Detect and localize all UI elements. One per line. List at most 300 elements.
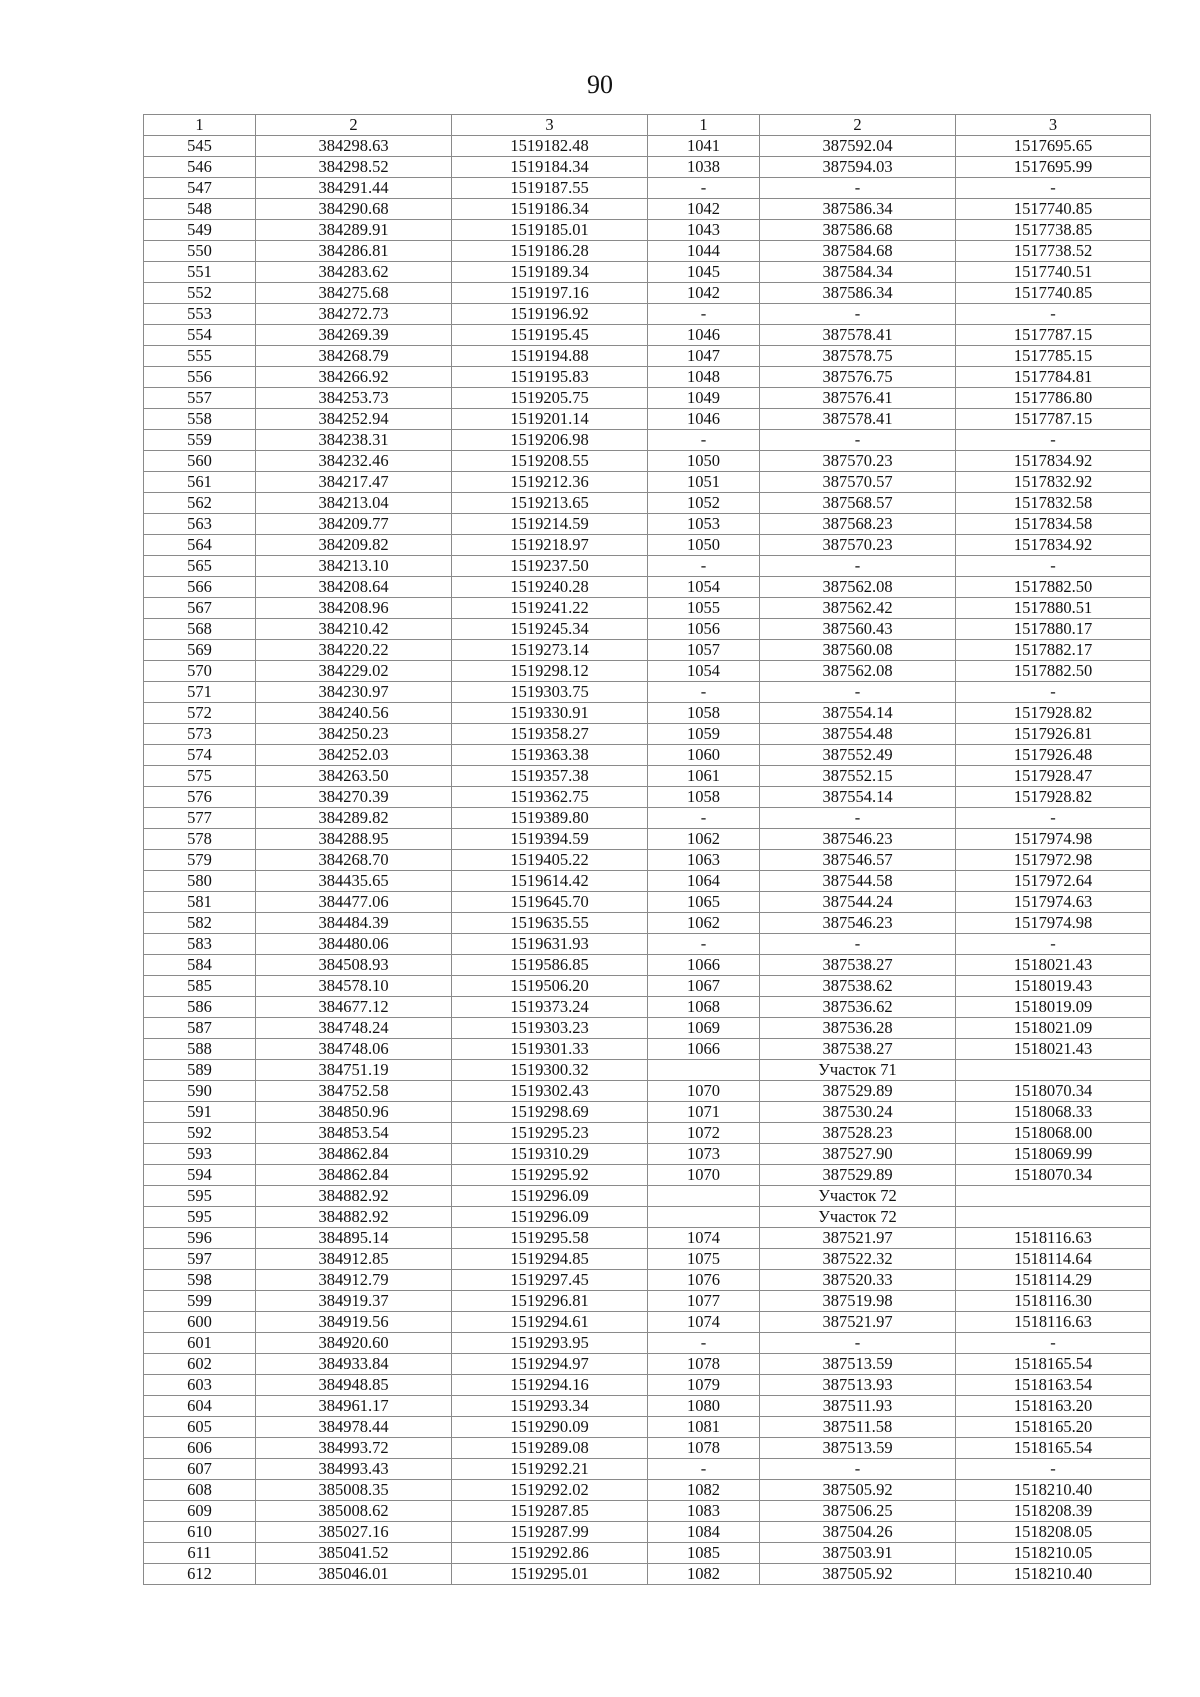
- y-coordinate-cell-right: 1518116.63: [956, 1228, 1151, 1249]
- y-coordinate-cell-right: -: [956, 1459, 1151, 1480]
- table-row: [144, 220, 1151, 241]
- point-number-cell: 551: [144, 262, 256, 283]
- point-number-cell: 611: [144, 1543, 256, 1564]
- y-coordinate-cell: 1519296.09: [452, 1207, 648, 1228]
- table-row: [144, 535, 1151, 556]
- y-coordinate-cell: 1519185.01: [452, 220, 648, 241]
- point-number-cell-right: -: [648, 304, 760, 325]
- point-number-cell-right: 1066: [648, 955, 760, 976]
- x-coordinate-cell: 384508.93: [256, 955, 452, 976]
- y-coordinate-cell-right: 1518021.09: [956, 1018, 1151, 1039]
- y-coordinate-cell: 1519362.75: [452, 787, 648, 808]
- y-coordinate-cell-right: 1517695.99: [956, 157, 1151, 178]
- x-coordinate-cell: 384266.92: [256, 367, 452, 388]
- x-coordinate-cell-right: -: [760, 556, 956, 577]
- x-coordinate-cell: 384919.56: [256, 1312, 452, 1333]
- y-coordinate-cell: 1519294.97: [452, 1354, 648, 1375]
- point-number-cell-right: 1059: [648, 724, 760, 745]
- x-coordinate-cell-right: 387513.93: [760, 1375, 956, 1396]
- x-coordinate-cell: 384217.47: [256, 472, 452, 493]
- x-coordinate-cell-right: 387521.97: [760, 1228, 956, 1249]
- table-row: [144, 1501, 1151, 1522]
- x-coordinate-cell: 384291.44: [256, 178, 452, 199]
- table-row: [144, 1018, 1151, 1039]
- x-coordinate-cell-right: 387503.91: [760, 1543, 956, 1564]
- point-number-cell-right: 1070: [648, 1081, 760, 1102]
- x-coordinate-cell-right: 387592.04: [760, 136, 956, 157]
- x-coordinate-cell-right: 387528.23: [760, 1123, 956, 1144]
- point-number-cell: 576: [144, 787, 256, 808]
- point-number-cell: 572: [144, 703, 256, 724]
- x-coordinate-cell: 384238.31: [256, 430, 452, 451]
- table-row: [144, 829, 1151, 850]
- y-coordinate-cell: 1519186.28: [452, 241, 648, 262]
- y-coordinate-cell-right: 1518210.40: [956, 1564, 1151, 1585]
- x-coordinate-cell-right: 387513.59: [760, 1354, 956, 1375]
- x-coordinate-cell: 384993.72: [256, 1438, 452, 1459]
- table-row: [144, 325, 1151, 346]
- point-number-cell: 569: [144, 640, 256, 661]
- x-coordinate-cell-right: 387513.59: [760, 1438, 956, 1459]
- x-coordinate-cell-right: 387538.27: [760, 955, 956, 976]
- x-coordinate-cell-right: 387527.90: [760, 1144, 956, 1165]
- y-coordinate-cell: 1519218.97: [452, 535, 648, 556]
- y-coordinate-cell-right: 1518114.64: [956, 1249, 1151, 1270]
- x-coordinate-cell-right: 387560.08: [760, 640, 956, 661]
- point-number-cell-right: 1069: [648, 1018, 760, 1039]
- x-coordinate-cell-right: 387520.33: [760, 1270, 956, 1291]
- x-coordinate-cell-right: 387529.89: [760, 1081, 956, 1102]
- x-coordinate-cell: 384240.56: [256, 703, 452, 724]
- y-coordinate-cell: 1519240.28: [452, 577, 648, 598]
- table-row: [144, 388, 1151, 409]
- y-coordinate-cell: 1519201.14: [452, 409, 648, 430]
- table-row: [144, 619, 1151, 640]
- point-number-cell: 589: [144, 1060, 256, 1081]
- y-coordinate-cell: 1519363.38: [452, 745, 648, 766]
- point-number-cell: 565: [144, 556, 256, 577]
- y-coordinate-cell: 1519206.98: [452, 430, 648, 451]
- x-coordinate-cell: 384862.84: [256, 1144, 452, 1165]
- point-number-cell: 593: [144, 1144, 256, 1165]
- section-label-cell: Участок 72: [760, 1186, 956, 1207]
- x-coordinate-cell-right: 387552.15: [760, 766, 956, 787]
- point-number-cell-right: 1060: [648, 745, 760, 766]
- x-coordinate-cell: 384850.96: [256, 1102, 452, 1123]
- y-coordinate-cell-right: 1517695.65: [956, 136, 1151, 157]
- x-coordinate-cell: 384252.03: [256, 745, 452, 766]
- table-row: [144, 766, 1151, 787]
- y-coordinate-cell-right: 1517787.15: [956, 409, 1151, 430]
- y-coordinate-cell-right: 1517740.85: [956, 199, 1151, 220]
- table-row: [144, 1102, 1151, 1123]
- x-coordinate-cell: 384748.24: [256, 1018, 452, 1039]
- table-row: [144, 1459, 1151, 1480]
- y-coordinate-cell: 1519614.42: [452, 871, 648, 892]
- table-row: [144, 451, 1151, 472]
- y-coordinate-cell-right: 1517882.50: [956, 661, 1151, 682]
- point-number-cell: 592: [144, 1123, 256, 1144]
- y-coordinate-cell-right: 1517926.81: [956, 724, 1151, 745]
- x-coordinate-cell-right: -: [760, 304, 956, 325]
- point-number-cell: 580: [144, 871, 256, 892]
- x-coordinate-cell: 385027.16: [256, 1522, 452, 1543]
- y-coordinate-cell: 1519302.43: [452, 1081, 648, 1102]
- x-coordinate-cell-right: 387522.32: [760, 1249, 956, 1270]
- point-number-cell: 561: [144, 472, 256, 493]
- point-number-cell: 557: [144, 388, 256, 409]
- point-number-cell: 564: [144, 535, 256, 556]
- point-number-cell-right: 1038: [648, 157, 760, 178]
- y-coordinate-cell: 1519205.75: [452, 388, 648, 409]
- y-coordinate-cell-right: 1518070.34: [956, 1081, 1151, 1102]
- point-number-cell: 555: [144, 346, 256, 367]
- table-row: [144, 808, 1151, 829]
- y-coordinate-cell-right: 1517974.98: [956, 913, 1151, 934]
- x-coordinate-cell: 384978.44: [256, 1417, 452, 1438]
- x-coordinate-cell-right: 387568.23: [760, 514, 956, 535]
- point-number-cell-right: 1048: [648, 367, 760, 388]
- x-coordinate-cell: 384286.81: [256, 241, 452, 262]
- y-coordinate-cell: 1519214.59: [452, 514, 648, 535]
- table-row: [144, 661, 1151, 682]
- x-coordinate-cell: 384948.85: [256, 1375, 452, 1396]
- y-coordinate-cell: 1519293.34: [452, 1396, 648, 1417]
- y-coordinate-cell-right: 1518070.34: [956, 1165, 1151, 1186]
- point-number-cell: 585: [144, 976, 256, 997]
- point-number-cell-right: 1046: [648, 325, 760, 346]
- x-coordinate-cell: 384993.43: [256, 1459, 452, 1480]
- point-number-cell: 607: [144, 1459, 256, 1480]
- y-coordinate-cell-right: 1517786.80: [956, 388, 1151, 409]
- x-coordinate-cell-right: 387562.42: [760, 598, 956, 619]
- y-coordinate-cell-right: 1517785.15: [956, 346, 1151, 367]
- point-number-cell-right: 1049: [648, 388, 760, 409]
- y-coordinate-cell: 1519195.83: [452, 367, 648, 388]
- point-number-cell-right: 1045: [648, 262, 760, 283]
- point-number-cell-right: 1042: [648, 283, 760, 304]
- point-number-cell: 573: [144, 724, 256, 745]
- point-number-cell-right: 1047: [648, 346, 760, 367]
- x-coordinate-cell-right: 387578.41: [760, 409, 956, 430]
- y-coordinate-cell-right: 1517784.81: [956, 367, 1151, 388]
- y-coordinate-cell-right: 1518210.40: [956, 1480, 1151, 1501]
- point-number-cell: 571: [144, 682, 256, 703]
- x-coordinate-cell-right: -: [760, 430, 956, 451]
- point-number-cell: 547: [144, 178, 256, 199]
- point-number-cell: 575: [144, 766, 256, 787]
- x-coordinate-cell-right: 387554.14: [760, 703, 956, 724]
- table-row: [144, 1396, 1151, 1417]
- y-coordinate-cell: 1519293.95: [452, 1333, 648, 1354]
- table-row: [144, 1081, 1151, 1102]
- table-header-row: [144, 115, 1151, 136]
- y-coordinate-cell-right: 1518208.05: [956, 1522, 1151, 1543]
- point-number-cell-right: 1066: [648, 1039, 760, 1060]
- x-coordinate-cell-right: 387586.34: [760, 283, 956, 304]
- x-coordinate-cell-right: 387586.68: [760, 220, 956, 241]
- x-coordinate-cell: 384209.82: [256, 535, 452, 556]
- point-number-cell-right: -: [648, 1459, 760, 1480]
- point-number-cell-right: -: [648, 934, 760, 955]
- y-coordinate-cell: 1519405.22: [452, 850, 648, 871]
- point-number-cell: 570: [144, 661, 256, 682]
- point-number-cell: 586: [144, 997, 256, 1018]
- point-number-cell-right: 1050: [648, 535, 760, 556]
- y-coordinate-cell: 1519635.55: [452, 913, 648, 934]
- x-coordinate-cell: 385046.01: [256, 1564, 452, 1585]
- y-coordinate-cell-right: 1518116.63: [956, 1312, 1151, 1333]
- x-coordinate-cell-right: 387562.08: [760, 577, 956, 598]
- y-coordinate-cell: 1519273.14: [452, 640, 648, 661]
- coordinates-table: [143, 114, 1151, 1585]
- y-coordinate-cell-right: 1517974.63: [956, 892, 1151, 913]
- x-coordinate-cell-right: 387568.57: [760, 493, 956, 514]
- y-coordinate-cell: 1519294.16: [452, 1375, 648, 1396]
- point-number-cell-right: 1061: [648, 766, 760, 787]
- point-number-cell-right: 1083: [648, 1501, 760, 1522]
- point-number-cell: 560: [144, 451, 256, 472]
- y-coordinate-cell-right: -: [956, 808, 1151, 829]
- y-coordinate-cell: 1519645.70: [452, 892, 648, 913]
- x-coordinate-cell-right: 387538.62: [760, 976, 956, 997]
- x-coordinate-cell-right: 387560.43: [760, 619, 956, 640]
- x-coordinate-cell: 384220.22: [256, 640, 452, 661]
- point-number-cell: 548: [144, 199, 256, 220]
- table-row: [144, 1480, 1151, 1501]
- x-coordinate-cell-right: 387554.48: [760, 724, 956, 745]
- y-coordinate-cell: 1519237.50: [452, 556, 648, 577]
- point-number-cell-right: 1067: [648, 976, 760, 997]
- x-coordinate-cell: 384289.82: [256, 808, 452, 829]
- table-row: [144, 262, 1151, 283]
- table-row: [144, 1123, 1151, 1144]
- table-row: [144, 1039, 1151, 1060]
- table-row: [144, 346, 1151, 367]
- y-coordinate-cell-right: -: [956, 682, 1151, 703]
- table-row: [144, 241, 1151, 262]
- point-number-cell-right: 1064: [648, 871, 760, 892]
- point-number-cell: 598: [144, 1270, 256, 1291]
- x-coordinate-cell: 384961.17: [256, 1396, 452, 1417]
- page-number: 90: [587, 70, 613, 99]
- x-coordinate-cell: 384477.06: [256, 892, 452, 913]
- y-coordinate-cell-right: 1518114.29: [956, 1270, 1151, 1291]
- x-coordinate-cell: 384298.63: [256, 136, 452, 157]
- x-coordinate-cell: 384752.58: [256, 1081, 452, 1102]
- table-row: [144, 871, 1151, 892]
- point-number-cell: 549: [144, 220, 256, 241]
- x-coordinate-cell-right: 387511.93: [760, 1396, 956, 1417]
- x-coordinate-cell-right: 387544.58: [760, 871, 956, 892]
- table-row: [144, 850, 1151, 871]
- y-coordinate-cell-right: 1517882.17: [956, 640, 1151, 661]
- y-coordinate-cell: 1519213.65: [452, 493, 648, 514]
- point-number-cell-right: -: [648, 682, 760, 703]
- table-row: [144, 136, 1151, 157]
- y-coordinate-cell: 1519212.36: [452, 472, 648, 493]
- point-number-cell-right: 1058: [648, 787, 760, 808]
- table-row: [144, 1144, 1151, 1165]
- point-number-cell-right: 1078: [648, 1354, 760, 1375]
- table-row: [144, 367, 1151, 388]
- x-coordinate-cell-right: 387586.34: [760, 199, 956, 220]
- y-coordinate-cell-right: 1518021.43: [956, 1039, 1151, 1060]
- x-coordinate-cell-right: 387505.92: [760, 1564, 956, 1585]
- point-number-cell-right: 1043: [648, 220, 760, 241]
- point-number-cell: 594: [144, 1165, 256, 1186]
- y-coordinate-cell: 1519394.59: [452, 829, 648, 850]
- x-coordinate-cell-right: 387504.26: [760, 1522, 956, 1543]
- y-coordinate-cell: 1519294.61: [452, 1312, 648, 1333]
- y-coordinate-cell-right: 1518116.30: [956, 1291, 1151, 1312]
- point-number-cell: 600: [144, 1312, 256, 1333]
- point-number-cell: 563: [144, 514, 256, 535]
- point-number-cell-right: 1070: [648, 1165, 760, 1186]
- y-coordinate-cell: 1519197.16: [452, 283, 648, 304]
- x-coordinate-cell: 384270.39: [256, 787, 452, 808]
- point-number-cell: 597: [144, 1249, 256, 1270]
- x-coordinate-cell: 384208.96: [256, 598, 452, 619]
- x-coordinate-cell-right: 387570.57: [760, 472, 956, 493]
- point-number-cell: 566: [144, 577, 256, 598]
- x-coordinate-cell-right: 387570.23: [760, 451, 956, 472]
- y-coordinate-cell: 1519298.12: [452, 661, 648, 682]
- point-number-cell-right: 1084: [648, 1522, 760, 1543]
- y-coordinate-cell-right: 1517880.17: [956, 619, 1151, 640]
- point-number-cell: 574: [144, 745, 256, 766]
- x-coordinate-cell: 385008.35: [256, 1480, 452, 1501]
- table-row: [144, 1312, 1151, 1333]
- y-coordinate-cell-right: 1517738.52: [956, 241, 1151, 262]
- table-row: [144, 640, 1151, 661]
- x-coordinate-cell: 385041.52: [256, 1543, 452, 1564]
- y-coordinate-cell-right: 1517787.15: [956, 325, 1151, 346]
- point-number-cell: 581: [144, 892, 256, 913]
- point-number-cell-right: 1076: [648, 1270, 760, 1291]
- point-number-cell-right: 1074: [648, 1312, 760, 1333]
- x-coordinate-cell: 384269.39: [256, 325, 452, 346]
- point-number-cell: 546: [144, 157, 256, 178]
- x-coordinate-cell-right: 387511.58: [760, 1417, 956, 1438]
- y-coordinate-cell: 1519297.45: [452, 1270, 648, 1291]
- point-number-cell: 568: [144, 619, 256, 640]
- point-number-cell: 584: [144, 955, 256, 976]
- point-number-cell-right: -: [648, 556, 760, 577]
- point-number-cell-right: 1053: [648, 514, 760, 535]
- y-coordinate-cell: 1519195.45: [452, 325, 648, 346]
- y-coordinate-cell-right: 1517834.58: [956, 514, 1151, 535]
- x-coordinate-cell-right: -: [760, 682, 956, 703]
- x-coordinate-cell-right: 387552.49: [760, 745, 956, 766]
- x-coordinate-cell: 384288.95: [256, 829, 452, 850]
- header-y-right: 3: [956, 115, 1151, 136]
- x-coordinate-cell-right: -: [760, 1333, 956, 1354]
- y-coordinate-cell-right: 1518165.20: [956, 1417, 1151, 1438]
- table-row: [144, 1438, 1151, 1459]
- point-number-cell-right: 1058: [648, 703, 760, 724]
- y-coordinate-cell-right: -: [956, 934, 1151, 955]
- x-coordinate-cell: 384895.14: [256, 1228, 452, 1249]
- y-coordinate-cell-right: 1517926.48: [956, 745, 1151, 766]
- point-number-cell-right: 1062: [648, 913, 760, 934]
- y-coordinate-cell-right: 1517740.51: [956, 262, 1151, 283]
- y-coordinate-cell-right: 1517880.51: [956, 598, 1151, 619]
- y-coordinate-cell-right: 1517882.50: [956, 577, 1151, 598]
- x-coordinate-cell-right: 387578.41: [760, 325, 956, 346]
- y-coordinate-cell-right: 1518019.43: [956, 976, 1151, 997]
- point-number-cell: 582: [144, 913, 256, 934]
- empty-cell: [956, 1186, 1151, 1207]
- table-row: [144, 976, 1151, 997]
- y-coordinate-cell: 1519295.01: [452, 1564, 648, 1585]
- point-number-cell-right: 1062: [648, 829, 760, 850]
- point-number-cell: 559: [144, 430, 256, 451]
- table-row: [144, 178, 1151, 199]
- table-row: [144, 409, 1151, 430]
- table-row: [144, 745, 1151, 766]
- x-coordinate-cell: 384853.54: [256, 1123, 452, 1144]
- x-coordinate-cell-right: 387519.98: [760, 1291, 956, 1312]
- point-number-cell-right: -: [648, 178, 760, 199]
- point-number-cell: 590: [144, 1081, 256, 1102]
- point-number-cell: 567: [144, 598, 256, 619]
- x-coordinate-cell: 384263.50: [256, 766, 452, 787]
- x-coordinate-cell: 384290.68: [256, 199, 452, 220]
- y-coordinate-cell-right: 1517832.92: [956, 472, 1151, 493]
- point-number-cell-right: 1065: [648, 892, 760, 913]
- table-row: [144, 157, 1151, 178]
- point-number-cell: 610: [144, 1522, 256, 1543]
- point-number-cell-right: 1080: [648, 1396, 760, 1417]
- y-coordinate-cell: 1519287.85: [452, 1501, 648, 1522]
- table-row: [144, 703, 1151, 724]
- x-coordinate-cell-right: 387578.75: [760, 346, 956, 367]
- point-number-cell: 606: [144, 1438, 256, 1459]
- x-coordinate-cell-right: 387505.92: [760, 1480, 956, 1501]
- x-coordinate-cell-right: 387538.27: [760, 1039, 956, 1060]
- y-coordinate-cell-right: 1518165.54: [956, 1354, 1151, 1375]
- x-coordinate-cell: 384933.84: [256, 1354, 452, 1375]
- y-coordinate-cell: 1519296.09: [452, 1186, 648, 1207]
- table-row: [144, 934, 1151, 955]
- header-y-left: 3: [452, 115, 648, 136]
- x-coordinate-cell: 385008.62: [256, 1501, 452, 1522]
- y-coordinate-cell: 1519296.81: [452, 1291, 648, 1312]
- section-label-cell: Участок 71: [760, 1060, 956, 1081]
- y-coordinate-cell-right: 1517972.64: [956, 871, 1151, 892]
- y-coordinate-cell: 1519506.20: [452, 976, 648, 997]
- point-number-cell: 545: [144, 136, 256, 157]
- x-coordinate-cell: 384208.64: [256, 577, 452, 598]
- y-coordinate-cell-right: 1517928.82: [956, 787, 1151, 808]
- x-coordinate-cell: 384213.04: [256, 493, 452, 514]
- y-coordinate-cell: 1519289.08: [452, 1438, 648, 1459]
- y-coordinate-cell-right: 1518021.43: [956, 955, 1151, 976]
- y-coordinate-cell-right: 1517834.92: [956, 451, 1151, 472]
- x-coordinate-cell: 384919.37: [256, 1291, 452, 1312]
- x-coordinate-cell: 384882.92: [256, 1186, 452, 1207]
- table-row: [144, 1522, 1151, 1543]
- table-row: [144, 892, 1151, 913]
- x-coordinate-cell-right: 387576.41: [760, 388, 956, 409]
- x-coordinate-cell: 384912.85: [256, 1249, 452, 1270]
- y-coordinate-cell: 1519295.58: [452, 1228, 648, 1249]
- y-coordinate-cell: 1519290.09: [452, 1417, 648, 1438]
- x-coordinate-cell-right: 387584.68: [760, 241, 956, 262]
- point-number-cell-right: 1050: [648, 451, 760, 472]
- table-row: [144, 304, 1151, 325]
